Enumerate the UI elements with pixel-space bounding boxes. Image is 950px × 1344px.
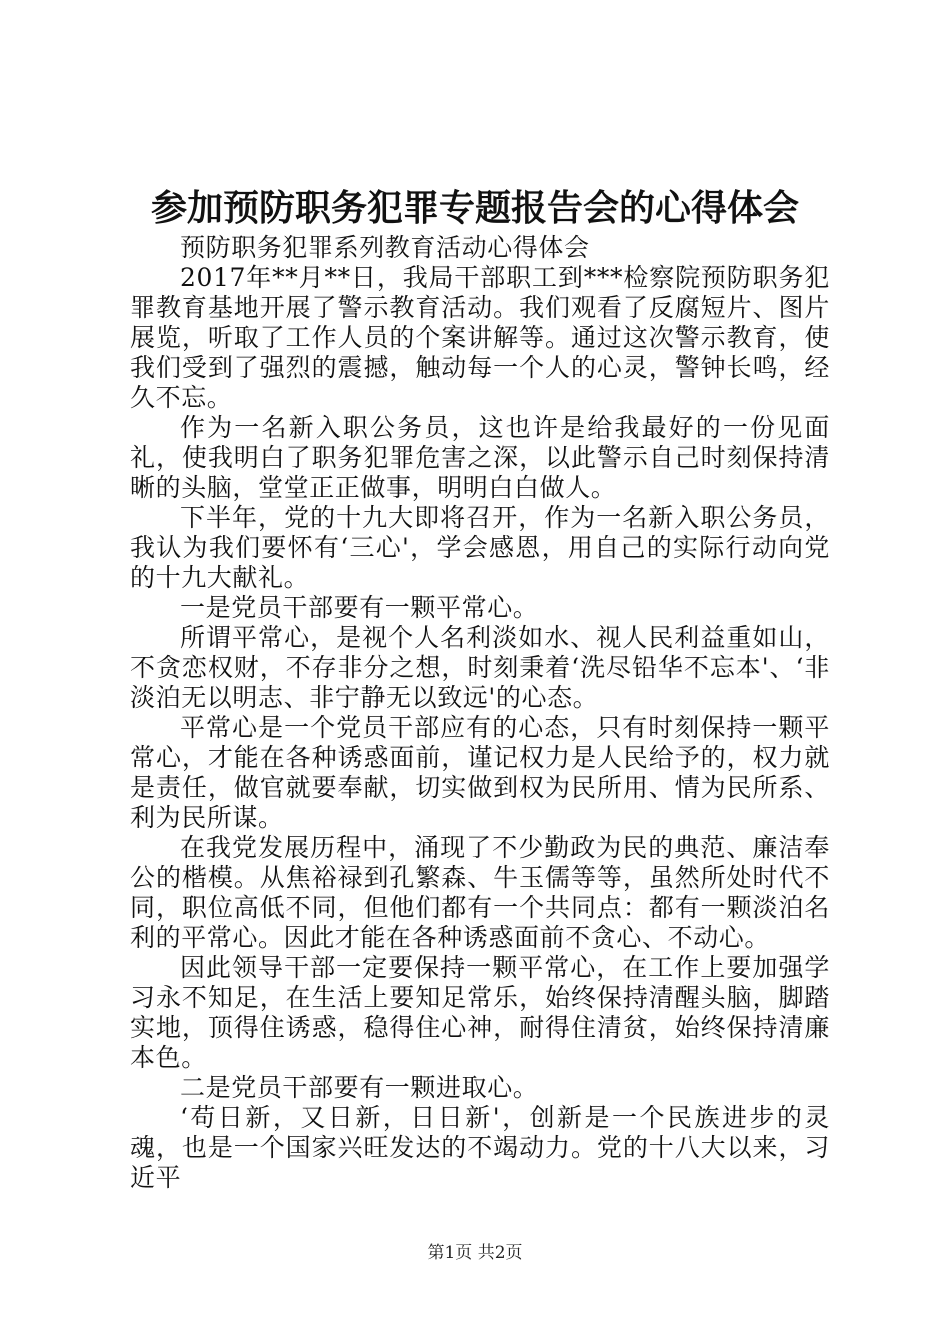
paragraph: 平常心是一个党员干部应有的心态，只有时刻保持一颗平常心，才能在各种诱惑面前，谨记权力是人民给予的，权力就是责任，做官就要奉献，切实做到权为民所用、情为民所系、利为民所谋。 <box>130 713 830 832</box>
paragraph-subtitle: 预防职务犯罪系列教育活动心得体会 <box>180 233 590 262</box>
paragraph-heading: 二是党员干部要有一颗进取心。 <box>180 1073 539 1102</box>
page-number-footer: 第1页 共2页 <box>427 1243 523 1263</box>
document-title: 参加预防职务犯罪专题报告会的心得体会 <box>150 187 799 229</box>
paragraph: 作为一名新入职公务员，这也许是给我最好的一份见面礼，使我明白了职务犯罪危害之深，以此警示自己时刻保持清晰的头脑，堂堂正正做事，明明白白做人。 <box>130 413 830 502</box>
paragraph-heading: 一是党员干部要有一颗平常心。 <box>180 593 539 622</box>
paragraph: 下半年，党的十九大即将召开，作为一名新入职公务员，我认为我们要怀有‘三心'，学会感恩，用自己的实际行动向党的十九大献礼。 <box>130 503 830 592</box>
paragraph: ‘苟日新，又日新，日日新'，创新是一个民族进步的灵魂，也是一个国家兴旺发达的不竭动力。党的十八大以来，习近平 <box>130 1103 830 1192</box>
paragraph: 2017年**月**日，我局干部职工到***检察院预防职务犯罪教育基地开展了警示教育活动。我们观看了反腐短片、图片展览，听取了工作人员的个案讲解等。通过这次警示教育，使我们受到了强烈的震撼，触动每一个人的心灵，警钟长鸣，经久不忘。 <box>130 263 830 412</box>
document-body <box>130 233 830 1193</box>
paragraph: 在我党发展历程中，涌现了不少勤政为民的典范、廉洁奉公的楷模。从焦裕禄到孔繁森、牛玉儒等等，虽然所处时代不同，职位高低不同，但他们都有一个共同点：都有一颗淡泊名利的平常心。因此才能在各种诱惑面前不贪心、不动心。 <box>130 833 830 952</box>
paragraph: 因此领导干部一定要保持一颗平常心，在工作上要加强学习永不知足，在生活上要知足常乐，始终保持清醒头脑，脚踏实地，顶得住诱惑，稳得住心神，耐得住清贫，始终保持清廉本色。 <box>130 953 830 1072</box>
paragraph: 所谓平常心，是视个人名利淡如水、视人民利益重如山，不贪恋权财，不存非分之想，时刻秉着‘洗尽铅华不忘本'、‘非淡泊无以明志、非宁静无以致远'的心态。 <box>130 623 830 712</box>
